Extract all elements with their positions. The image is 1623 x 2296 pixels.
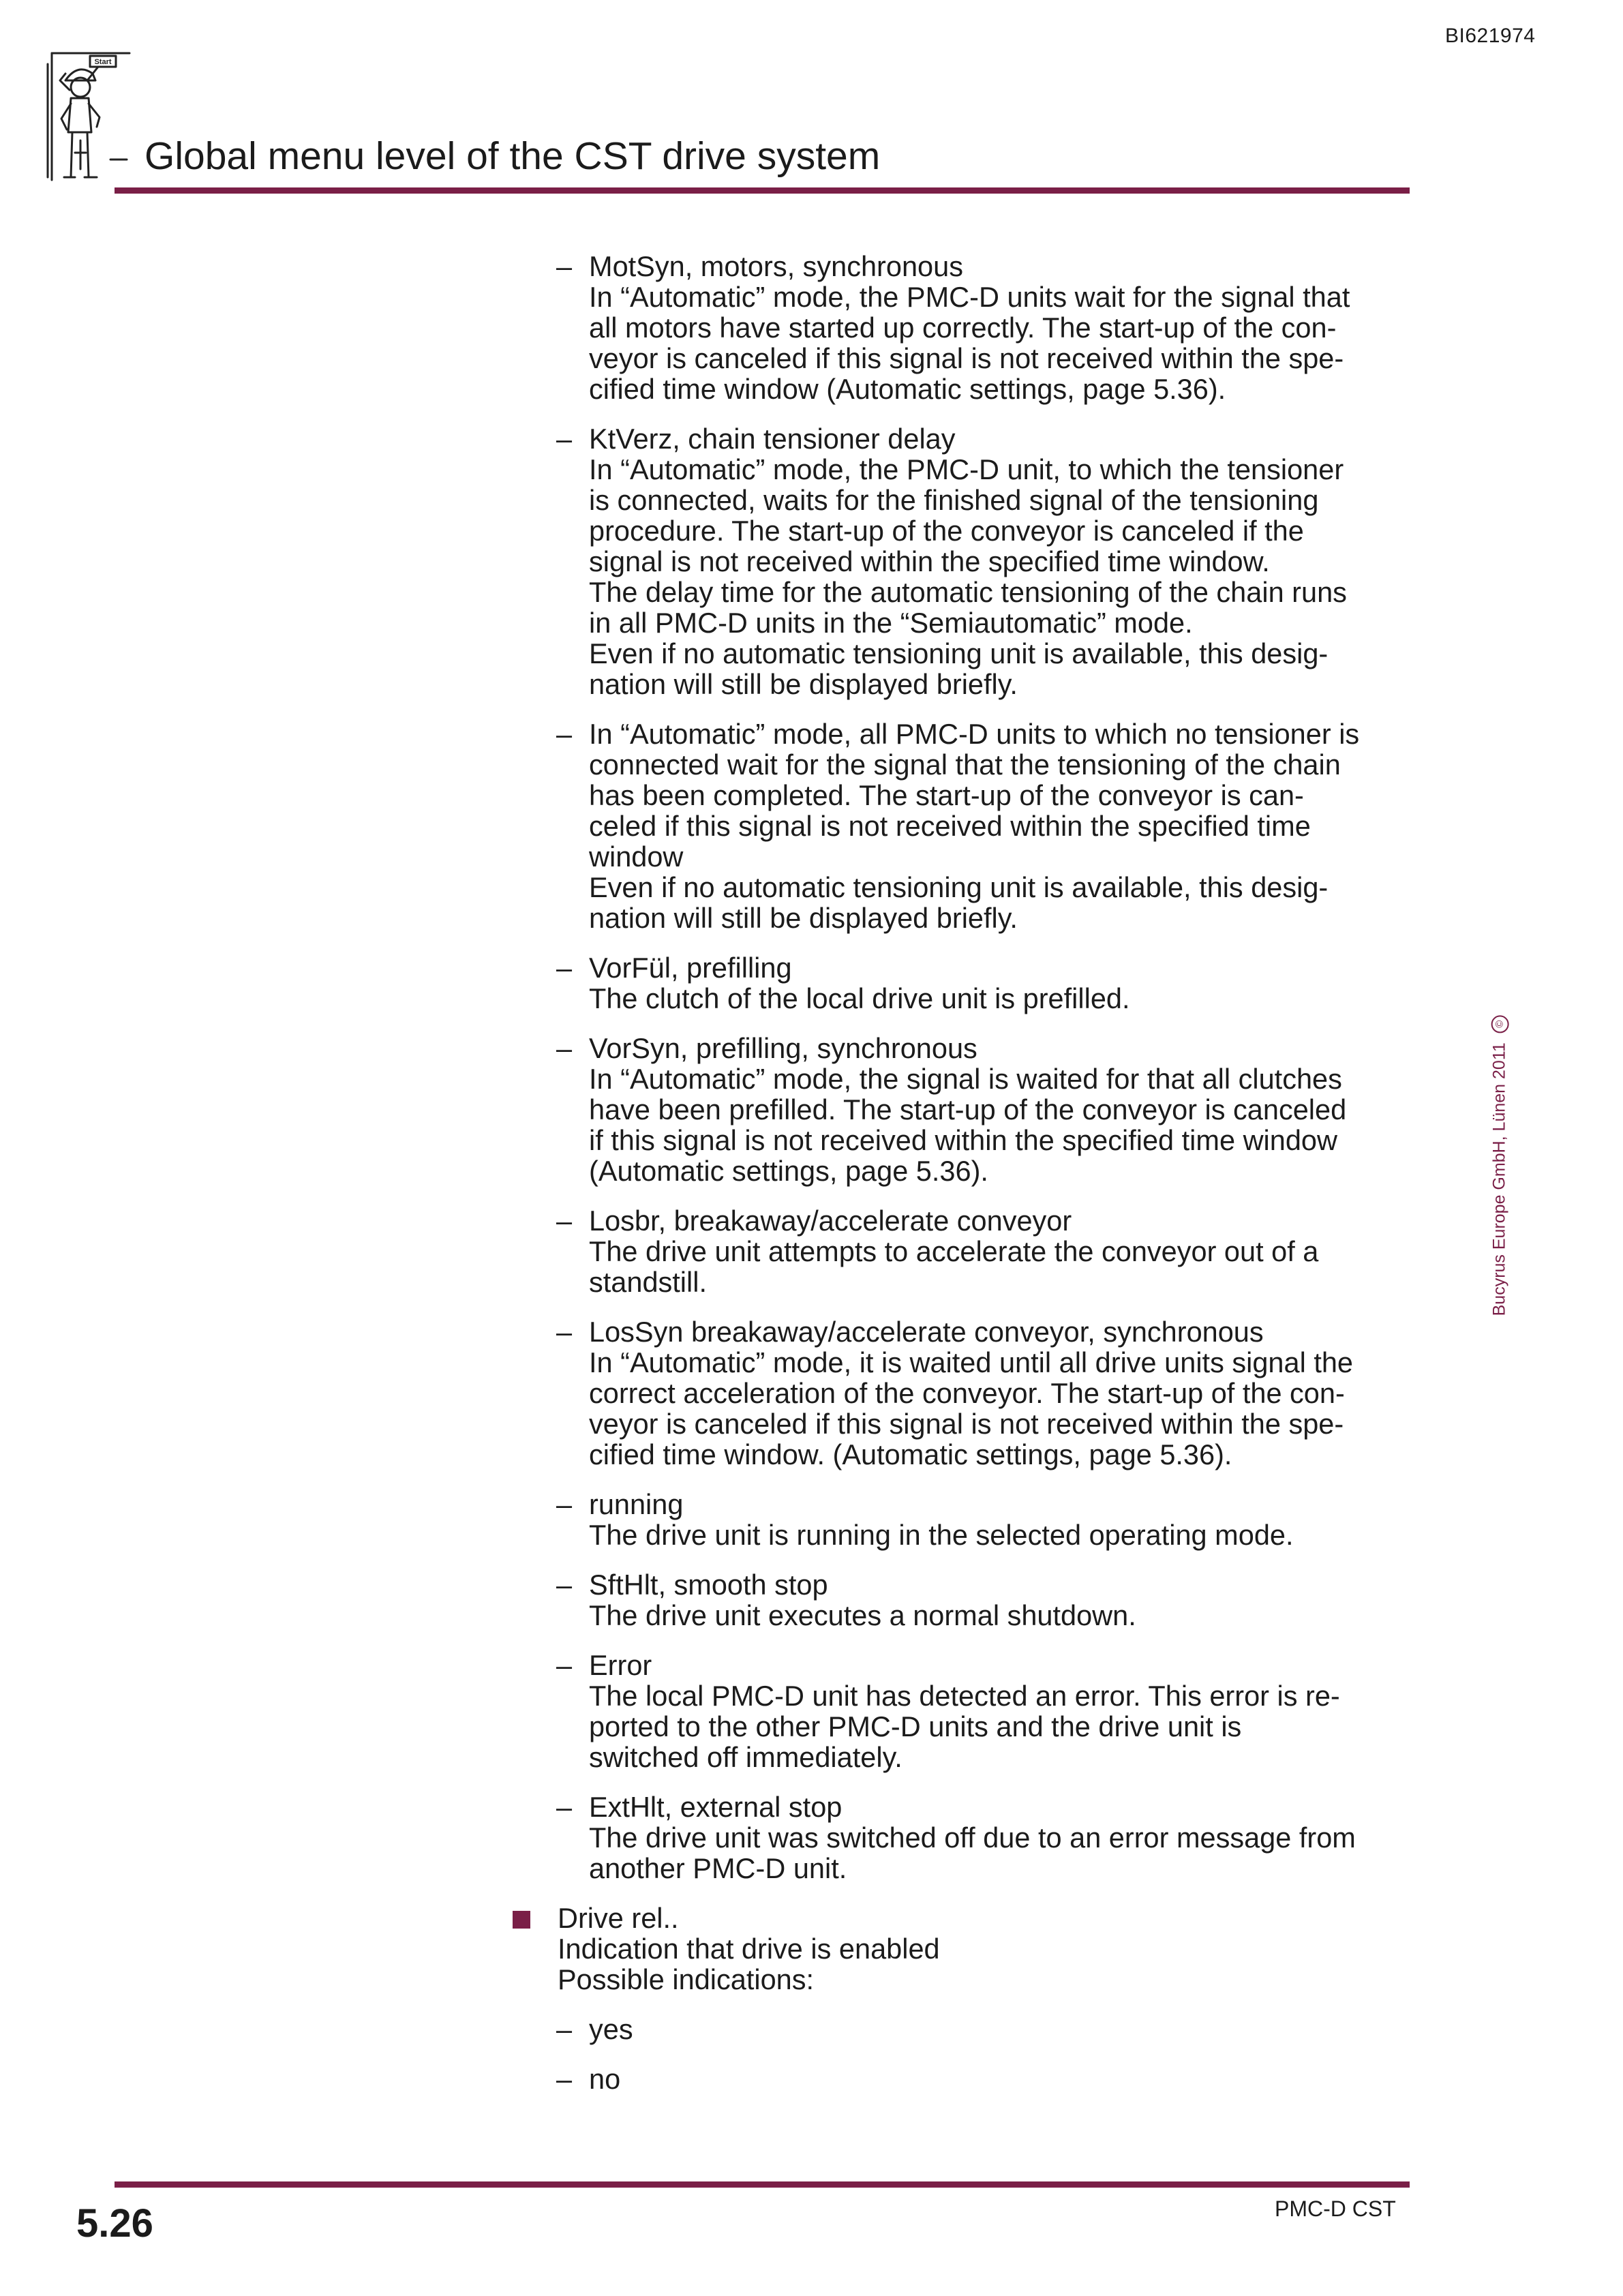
logo-label: Start bbox=[94, 58, 112, 66]
list-item-text: In “Automatic” mode, the signal is waited for that all clutches bbox=[589, 1063, 1342, 1095]
option-item bbox=[509, 2014, 1419, 2044]
list-item-text: all motors have started up correctly. The start-up of the con- bbox=[589, 312, 1337, 344]
list-item-text: In “Automatic” mode, the PMC-D unit, to which the tensioner bbox=[589, 453, 1344, 485]
list-item-text: The clutch of the local drive unit is prefilled. bbox=[589, 982, 1130, 1014]
list-item-text: Even if no automatic tensioning unit is available, this desig- bbox=[589, 637, 1329, 669]
list-item-text: switched off immediately. bbox=[589, 1741, 902, 1773]
square-bullet-icon bbox=[513, 1911, 530, 1929]
list-item bbox=[509, 1205, 1419, 1297]
dash-bullet: – bbox=[556, 1488, 573, 1520]
list-item-heading: MotSyn, motors, synchronous bbox=[589, 250, 963, 282]
list-item-text: The local PMC-D unit has detected an error. This error is re- bbox=[589, 1680, 1340, 1712]
list-item-text: Even if no automatic tensioning unit is available, this desig- bbox=[589, 871, 1329, 903]
list-item-text: correct acceleration of the conveyor. The start-up of the con- bbox=[589, 1377, 1345, 1409]
list-item-heading: LosSyn breakaway/accelerate conveyor, synchronous bbox=[589, 1316, 1264, 1348]
drive-release-heading: Drive rel.. bbox=[558, 1902, 679, 1934]
list-item-text: In “Automatic” mode, it is waited until all drive units signal the bbox=[589, 1346, 1354, 1378]
drive-release-section bbox=[509, 1903, 1419, 1995]
list-item-text: another PMC-D unit. bbox=[589, 1852, 847, 1884]
list-item-text: have been prefilled. The start-up of the conveyor is canceled bbox=[589, 1093, 1347, 1126]
list-item-text: (Automatic settings, page 5.36). bbox=[589, 1155, 988, 1187]
list-item-text: The drive unit was switched off due to an error message from bbox=[589, 1822, 1356, 1854]
list-item-text: signal is not received within the specified time window. bbox=[589, 545, 1270, 577]
product-name: PMC-D CST bbox=[1275, 2196, 1396, 2221]
dash-bullet: – bbox=[556, 1205, 573, 1237]
list-item-text: standstill. bbox=[589, 1266, 707, 1298]
list-item-heading: VorFül, prefilling bbox=[589, 952, 792, 984]
option-label: yes bbox=[589, 2013, 633, 2045]
list-item-heading: VorSyn, prefilling, synchronous bbox=[589, 1032, 977, 1064]
list-item-heading: In “Automatic” mode, all PMC-D units to which no tensioner is bbox=[589, 718, 1360, 750]
list-item bbox=[509, 251, 1419, 404]
drive-release-description: Indication that drive is enabled bbox=[558, 1933, 940, 1965]
start-worker-logo-icon bbox=[45, 50, 134, 184]
list-item bbox=[509, 1489, 1419, 1550]
list-item-text: nation will still be displayed briefly. bbox=[589, 668, 1018, 700]
list-item-heading: KtVerz, chain tensioner delay bbox=[589, 423, 956, 455]
list-item bbox=[509, 1650, 1419, 1772]
list-item-text: connected wait for the signal that the tensioning of the chain bbox=[589, 749, 1341, 781]
list-item-text: if this signal is not received within the specified time window bbox=[589, 1124, 1337, 1156]
list-item-text: is connected, waits for the finished signal of the tensioning bbox=[589, 484, 1319, 516]
page-title: Global menu level of the CST drive system bbox=[145, 134, 881, 178]
list-item-text: The drive unit is running in the selected operating mode. bbox=[589, 1519, 1294, 1551]
list-item-text: In “Automatic” mode, the PMC-D units wait for the signal that bbox=[589, 281, 1350, 313]
dash-bullet: – bbox=[556, 952, 573, 984]
list-item-heading: Losbr, breakaway/accelerate conveyor bbox=[589, 1205, 1072, 1237]
list-item-heading: ExtHlt, external stop bbox=[589, 1791, 843, 1823]
list-item-text: cified time window. (Automatic settings, page 5.36). bbox=[589, 1438, 1232, 1470]
list-item-text: The drive unit attempts to accelerate the conveyor out of a bbox=[589, 1235, 1319, 1267]
option-item bbox=[509, 2064, 1419, 2094]
dash-bullet: – bbox=[556, 1649, 573, 1681]
list-item-text: veyor is canceled if this signal is not received within the spe- bbox=[589, 342, 1344, 374]
copyright-icon: © bbox=[1491, 1015, 1509, 1033]
option-label: no bbox=[589, 2063, 621, 2095]
list-item-text: nation will still be displayed briefly. bbox=[589, 902, 1018, 934]
dash-bullet: – bbox=[556, 1316, 573, 1348]
list-item-heading: Error bbox=[589, 1649, 652, 1681]
dash-bullet: – bbox=[556, 1791, 573, 1823]
dash-bullet: – bbox=[556, 718, 573, 750]
copyright-text: Bucyrus Europe GmbH, Lünen 2011 bbox=[1489, 1042, 1509, 1316]
page-number: 5.26 bbox=[76, 2201, 153, 2246]
list-item bbox=[509, 1569, 1419, 1631]
main-content bbox=[509, 251, 1419, 2113]
list-item-text: procedure. The start-up of the conveyor is canceled if the bbox=[589, 515, 1304, 547]
list-item bbox=[509, 952, 1419, 1014]
drive-release-options-label: Possible indications: bbox=[558, 1963, 815, 1995]
list-item bbox=[509, 719, 1419, 933]
status-list bbox=[509, 251, 1419, 1884]
list-item bbox=[509, 1033, 1419, 1186]
list-item-text: The delay time for the automatic tensioning of the chain runs bbox=[589, 576, 1347, 608]
footer-divider bbox=[115, 2181, 1410, 2188]
dash-bullet: – bbox=[556, 1569, 573, 1601]
list-item-text: cified time window (Automatic settings, page 5.36). bbox=[589, 373, 1226, 405]
list-item-text: has been completed. The start-up of the conveyor is can- bbox=[589, 779, 1304, 811]
list-item-heading: SftHlt, smooth stop bbox=[589, 1569, 828, 1601]
drive-release-options bbox=[509, 2014, 1419, 2094]
copyright-notice bbox=[1489, 995, 1530, 1316]
list-item-heading: running bbox=[589, 1488, 684, 1520]
list-item-text: ported to the other PMC-D units and the drive unit is bbox=[589, 1710, 1242, 1742]
dash-bullet: – bbox=[556, 423, 573, 455]
list-item bbox=[509, 1316, 1419, 1470]
list-item-text: celed if this signal is not received within the specified time bbox=[589, 810, 1311, 842]
dash-bullet: – bbox=[556, 2013, 573, 2045]
document-id: BI621974 bbox=[1445, 25, 1536, 47]
list-item bbox=[509, 423, 1419, 699]
list-item-text: veyor is canceled if this signal is not received within the spe- bbox=[589, 1408, 1344, 1440]
dash-bullet: – bbox=[556, 250, 573, 282]
dash-bullet: – bbox=[556, 1032, 573, 1064]
list-item-text: in all PMC-D units in the “Semiautomatic” mode. bbox=[589, 607, 1193, 639]
header-divider bbox=[115, 187, 1410, 194]
dash-bullet: – bbox=[556, 2063, 573, 2095]
list-item-text: window bbox=[589, 841, 684, 873]
list-item bbox=[509, 1792, 1419, 1884]
list-item-text: The drive unit executes a normal shutdown. bbox=[589, 1599, 1136, 1631]
